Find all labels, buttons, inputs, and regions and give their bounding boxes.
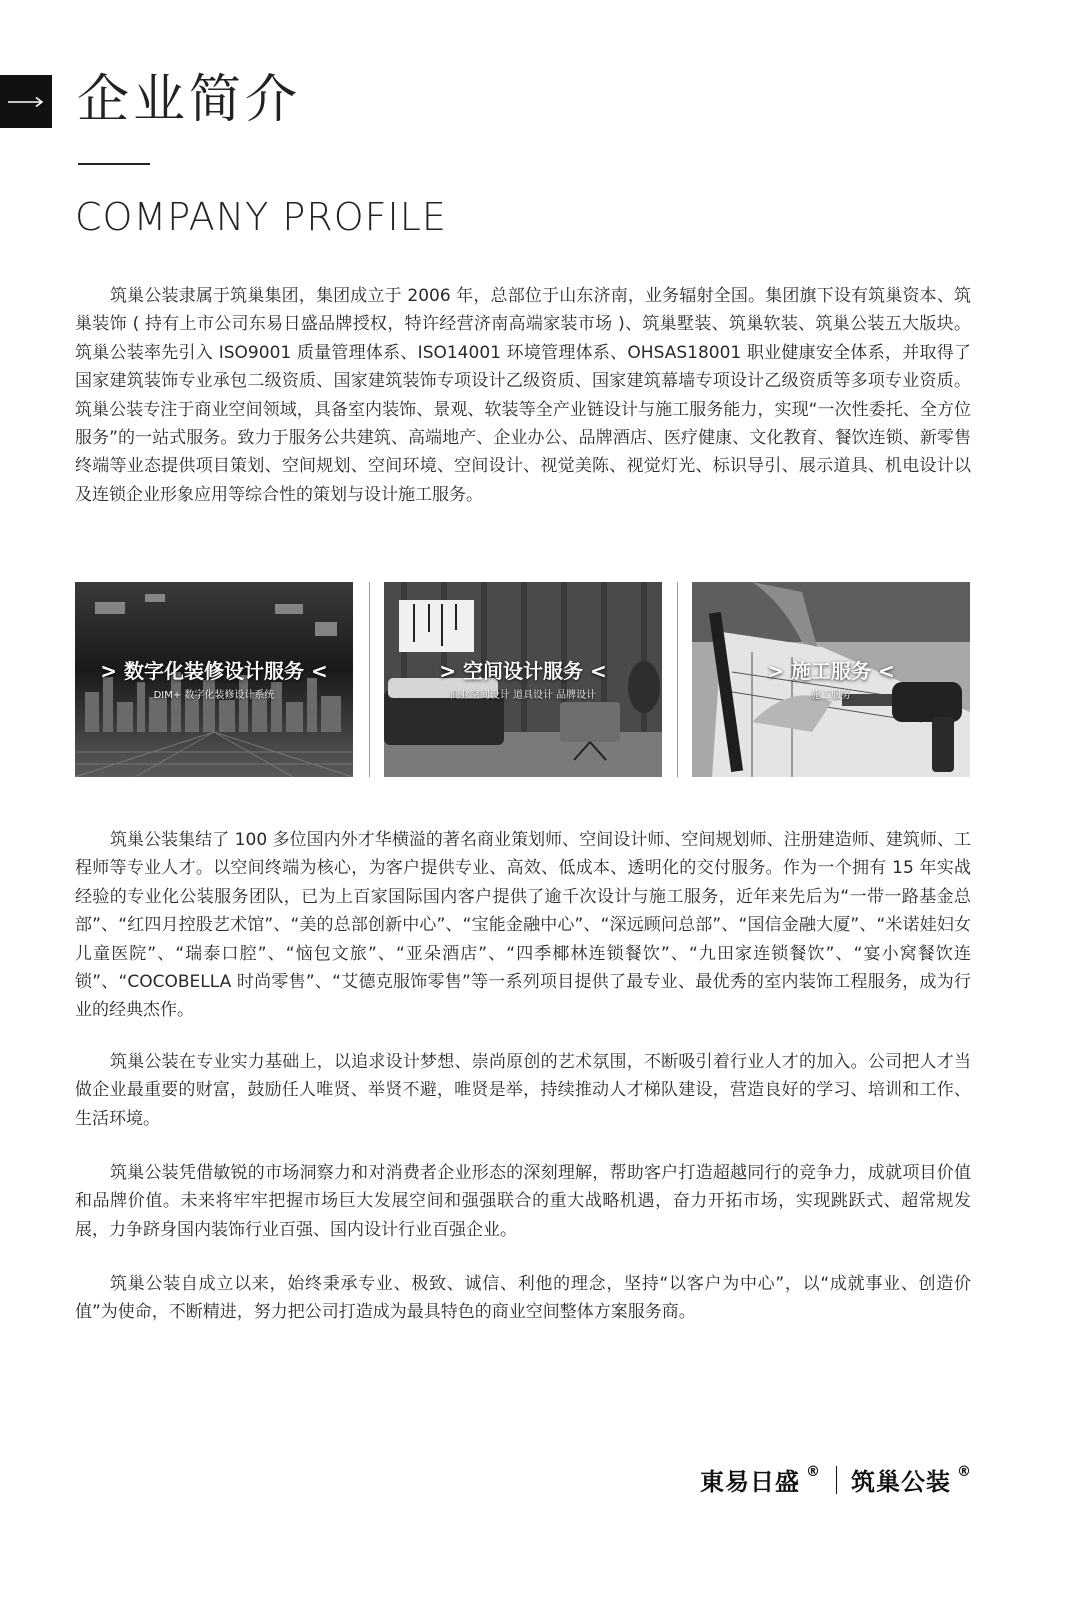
header-arrow-block: [0, 75, 52, 128]
service-card-construction: [692, 582, 970, 777]
talent-paragraph: 筑巢公装在专业实力基础上，以追求设计梦想、崇尚原创的艺术氛围，不断吸引着行业人才的加入。公司把人才当做企业最重要的财富，鼓励任人唯贤、举贤不避，唯贤是举，持续推动人才梯队建设，营造良好的学习、培训和工作、生活环境。: [75, 1052, 971, 1129]
registered-mark: ®: [957, 1463, 971, 1480]
card-divider: [369, 582, 370, 777]
brand-zhuchao: 筑巢公装: [851, 1468, 951, 1496]
page-title-en: COMPANY PROFILE: [75, 195, 447, 239]
service-subtitle: 商业空间设计 道具设计 品牌设计: [449, 690, 597, 701]
service-title: > 数字化装修设计服务 <: [100, 659, 328, 683]
footer-brands: [700, 1462, 971, 1497]
right-arrow-icon: [8, 96, 44, 108]
brand-dongyi: 東易日盛: [700, 1468, 800, 1496]
title-divider: [78, 163, 150, 165]
service-title: > 施工服务 <: [767, 659, 895, 683]
page-title-cn: 企业简介: [77, 70, 302, 130]
service-cards: [75, 582, 971, 777]
registered-mark: ®: [806, 1463, 820, 1480]
strategy-paragraph: 筑巢公装凭借敏锐的市场洞察力和对消费者企业形态的深刻理解，帮助客户打造超越同行的竞争力，成就项目价值和品牌价值。未来将牢牢把握市场巨大发展空间和强强联合的重大战略机遇，奋力开拓市场，实现跳跃式、超常规发展，力争跻身国内装饰行业百强、国内设计行业百强企业。: [75, 1163, 971, 1240]
service-subtitle: DIM+ 数字化装修设计系统: [153, 690, 275, 701]
service-card-digital: [75, 582, 353, 777]
brand-separator: [836, 1466, 837, 1494]
card-divider: [677, 582, 678, 777]
service-subtitle: 施工服务: [811, 690, 851, 701]
service-card-space-design: [384, 582, 662, 777]
team-paragraph: 筑巢公装集结了 100 多位国内外才华横溢的著名商业策划师、空间设计师、空间规划师、注册建造师、建筑师、工程师等专业人才。以空间终端为核心，为客户提供专业、高效、低成本、透明化的交付服务。作为一个拥有 15 年实战经验的专业化公装服务团队，已为上百家国际国内客户提供了逾千次设计与施工服务，近年来先后为“一带一路基金总部”、“红四月控股艺术馆”、“美的总部创新中心”、“宝能金融中心”、“深远顾问总部”、“国信金融大厦”、“米诺娃妇女儿童医院”、“瑞泰口腔”、“恼包文旅”、“亚朵酒店”、“四季椰林连锁餐饮”、“九田家连锁餐饮”、“宴小窝餐饮连锁”、“COCOBELLA 时尚零售”、“艾德克服饰零售”等一系列项目提供了最专业、最优秀的室内装饰工程服务，成为行业的经典杰作。: [75, 830, 971, 1021]
intro-paragraph: 筑巢公装隶属于筑巢集团，集团成立于 2006 年，总部位于山东济南，业务辐射全国。集团旗下设有筑巢资本、筑巢装饰 ( 持有上市公司东易日盛品牌授权，特许经营济南高端家装市场 )、筑巢墅装、筑巢软装、筑巢公装五大版块。筑巢公装率先引入 ISO9001 质量管理体系、ISO14001 环境管理体系、OHSAS18001 职业健康安全体系，并取得了国家建筑装饰专业承包二级资质、国家建筑装饰专项设计乙级资质、国家建筑幕墙专项设计乙级资质等多项专业资质。筑巢公装专注于商业空间领域，具备室内装饰、景观、软装等全产业链设计与施工服务能力，实现“一次性委托、全方位服务”的一站式服务。致力于服务公共建筑、高端地产、企业办公、品牌酒店、医疗健康、文化教育、餐饮连锁、新零售终端等业态提供项目策划、空间规划、空间环境、空间设计、视觉美陈、视觉灯光、标识导引、展示道具、机电设计以及连锁企业形象应用等综合性的策划与设计施工服务。: [75, 286, 971, 505]
service-title: > 空间设计服务 <: [439, 659, 607, 683]
mission-paragraph: 筑巢公装自成立以来，始终秉承专业、极致、诚信、利他的理念，坚持“以客户为中心”，以“成就事业、创造价值”为使命，不断精进，努力把公司打造成为最具特色的商业空间整体方案服务商。: [75, 1274, 971, 1323]
